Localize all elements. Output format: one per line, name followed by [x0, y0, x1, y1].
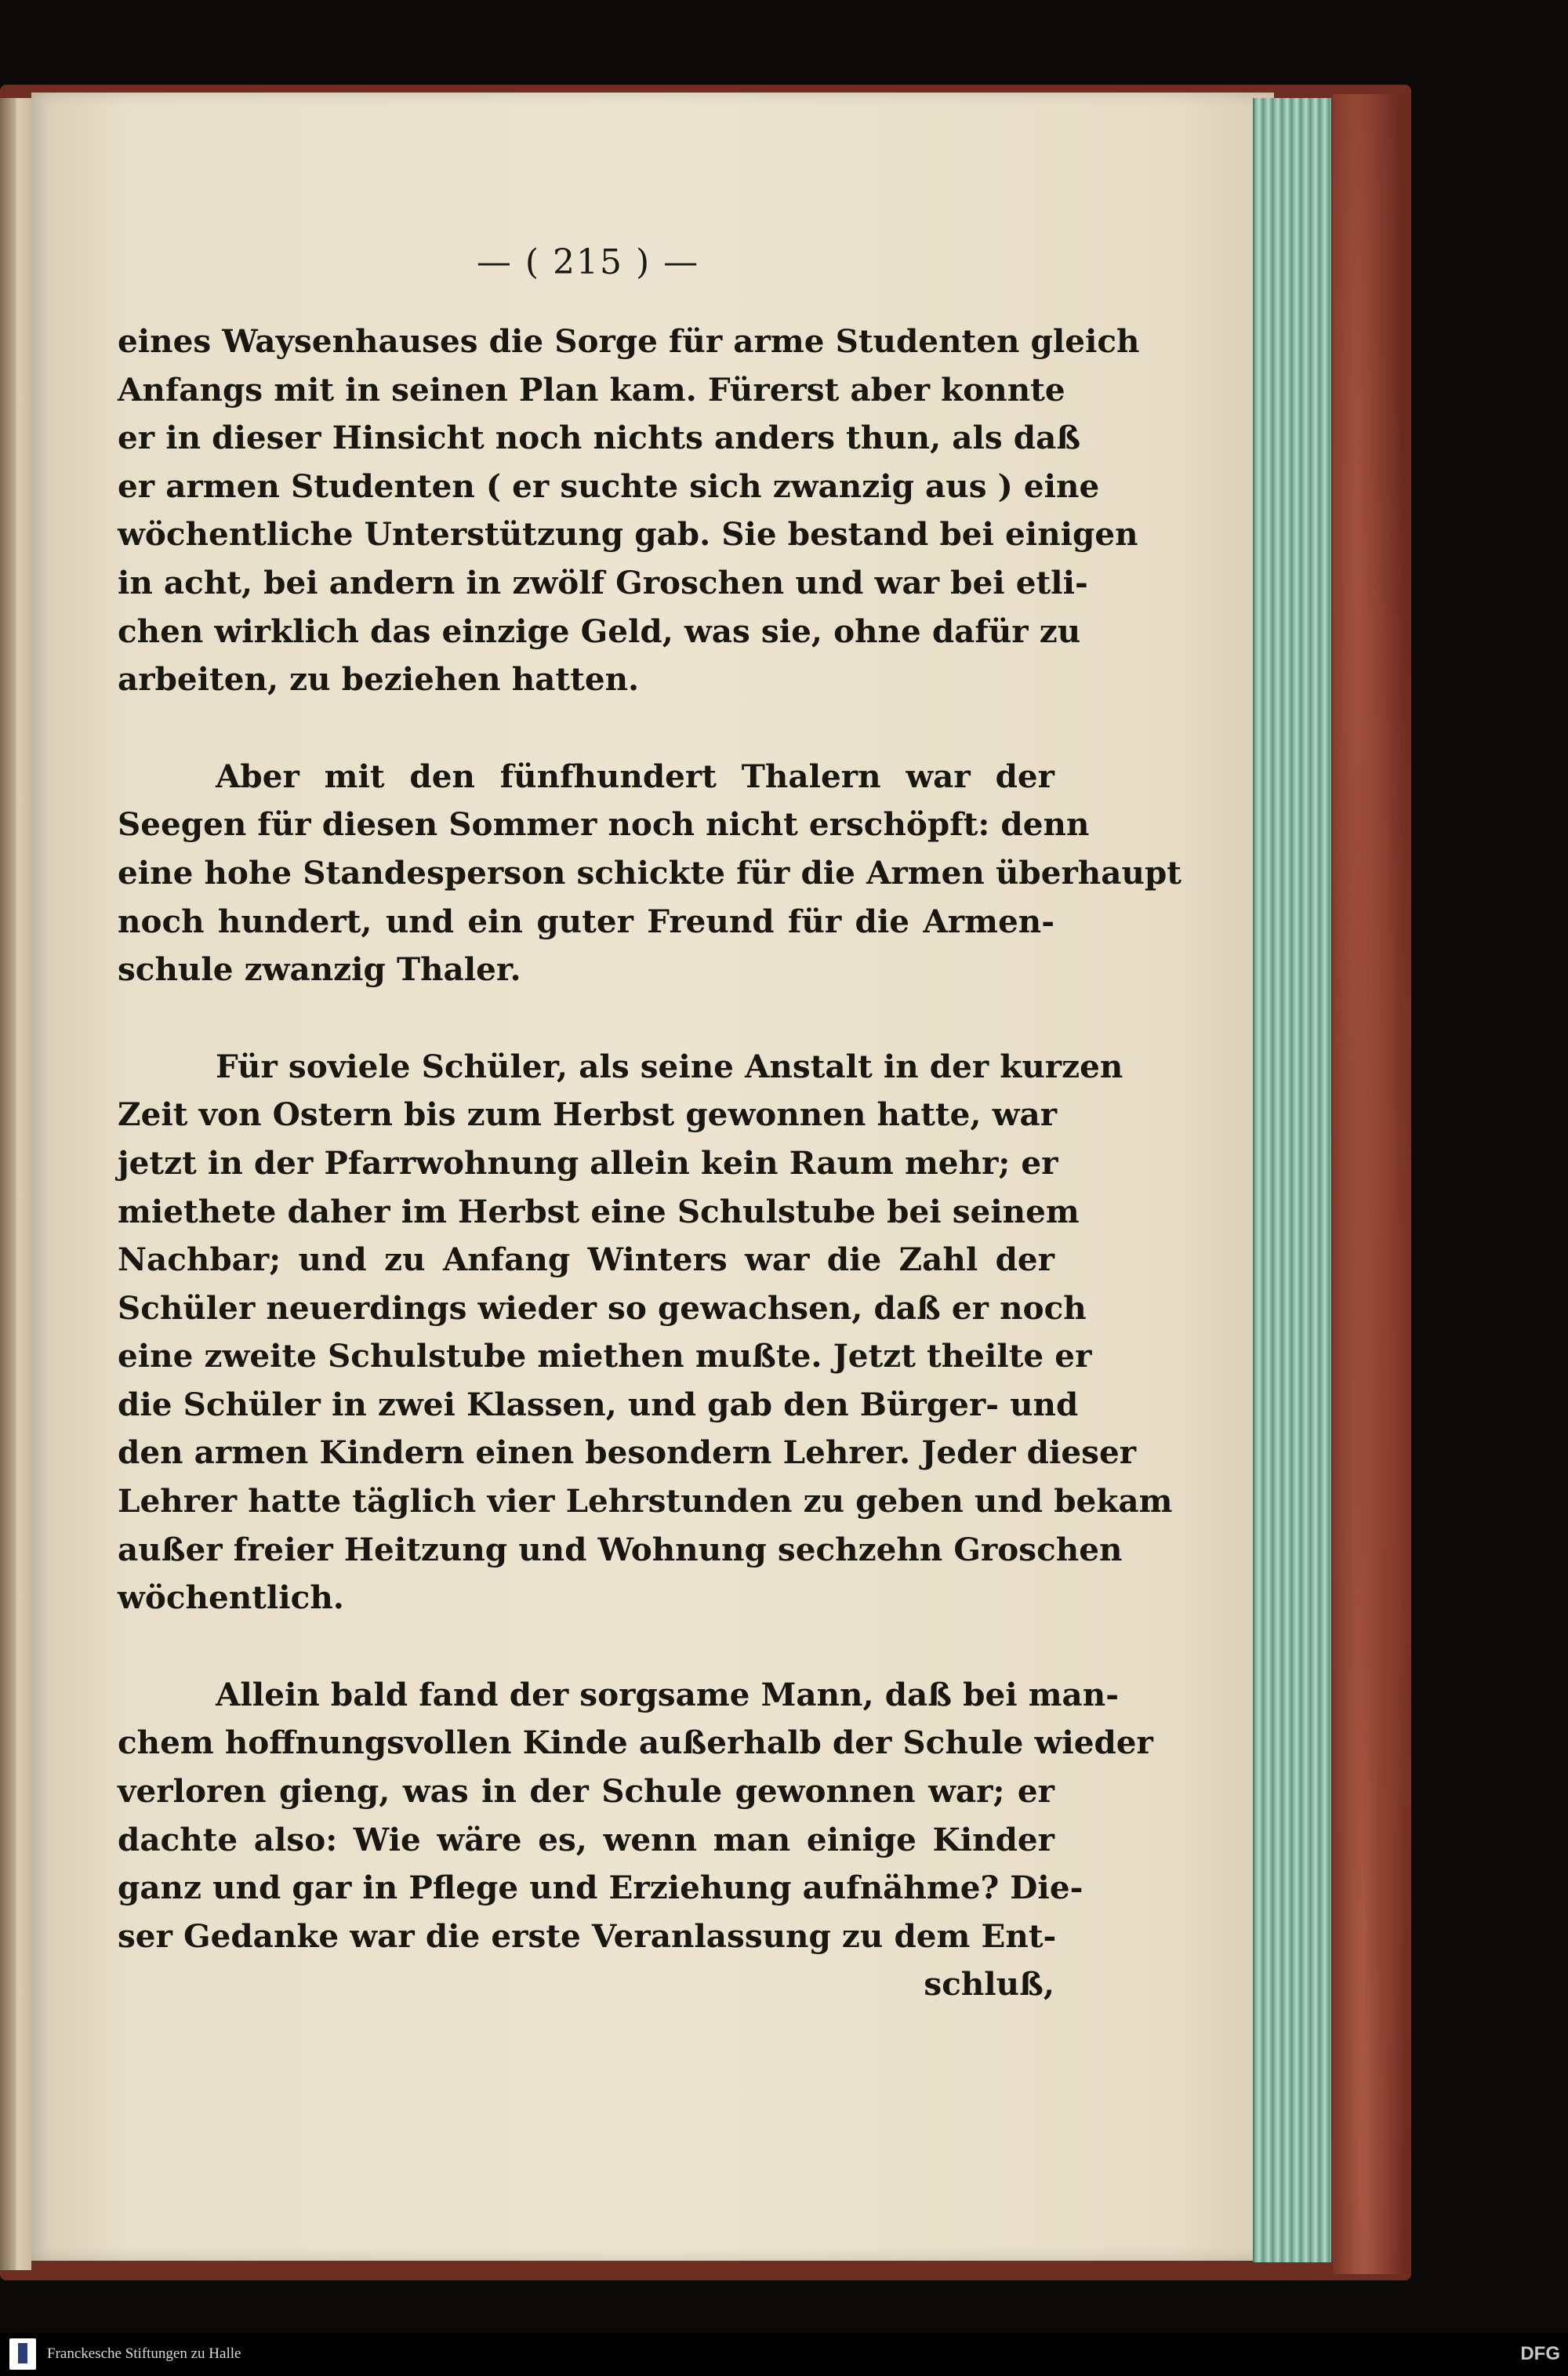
paragraph-gap [118, 994, 1054, 1043]
text-line: Seegen für diesen Sommer noch nicht erschöpft: denn [118, 805, 1090, 844]
text-line: wöchentlich. [118, 1579, 344, 1617]
text-line: chen wirklich das einzige Geld, was sie, ohne dafür zu [118, 612, 1081, 650]
text-line: ganz und gar in Pflege und Erziehung aufnähme? Die- [118, 1869, 1083, 1907]
text-line: verloren gieng, was in der Schule gewonnen war; er [118, 1772, 1054, 1811]
franckesche-stiftungen-logo-icon [9, 2338, 36, 2370]
paragraph-gap [118, 704, 1054, 753]
text-line: Zeit von Ostern bis zum Herbst gewonnen hatte, war [118, 1095, 1058, 1134]
text-line: noch hundert, und ein guter Freund für die Armen- [118, 902, 1054, 940]
text-line: Allein bald fand der sorgsame Mann, daß bei man- [216, 1675, 1120, 1713]
text-line: dachte also: Wie wäre es, wenn man einige Kinder [118, 1820, 1054, 1858]
text-line: eine hohe Standesperson schickte für die Armen überhaupt [118, 853, 1181, 892]
paragraph [118, 318, 1140, 704]
catchword: schluß, [924, 1965, 1054, 2004]
institution-credit: Franckesche Stiftungen zu Halle [47, 2345, 241, 2362]
text-line: eines Waysenhauses die Sorge für arme Studenten gleich [118, 322, 1140, 360]
marbled-cover-edge [1333, 94, 1411, 2274]
text-line: eine zweite Schulstube miethen mußte. Jetzt theilte er [118, 1337, 1092, 1375]
text-line: jetzt in der Pfarrwohnung allein kein Raum mehr; er [118, 1143, 1058, 1182]
text-line: in acht, bei andern in zwölf Groschen und war bei etli- [118, 563, 1088, 601]
text-line: Für soviele Schüler, als seine Anstalt in der kurzen [216, 1047, 1123, 1085]
dfg-logo: DFG [1520, 2343, 1560, 2364]
text-line: den armen Kindern einen besondern Lehrer. Jeder dieser [118, 1433, 1137, 1472]
page-body-text [118, 318, 1181, 2009]
text-line: Anfangs mit in seinen Plan kam. Fürerst aber konnte [118, 370, 1065, 409]
text-line: Nachbar; und zu Anfang Winters war die Zahl der [118, 1241, 1054, 1279]
text-line: er armen Studenten ( er suchte sich zwanzig aus ) eine [118, 467, 1100, 505]
book-gutter [0, 98, 16, 2270]
text-line: schule zwanzig Thaler. [118, 950, 521, 989]
text-line: ser Gedanke war die erste Veranlassung zu dem Ent- [118, 1916, 1057, 1955]
text-line: außer freier Heitzung und Wohnung sechzehn Groschen [118, 1530, 1123, 1568]
text-line: chem hoffnungsvollen Kinde außerhalb der Schule wieder [118, 1724, 1153, 1762]
paragraph-gap [118, 1622, 1054, 1671]
page-number: — ( 215 ) — [476, 242, 700, 282]
text-line: Lehrer hatte täglich vier Lehrstunden zu geben und bekam [118, 1482, 1173, 1520]
paragraph [118, 1671, 1153, 1961]
text-line: miethete daher im Herbst eine Schulstube bei seinem [118, 1192, 1080, 1230]
paragraph [118, 753, 1181, 994]
text-line: die Schüler in zwei Klassen, und gab den Bürger- und [118, 1385, 1079, 1423]
text-line: Schüler neuerdings wieder so gewachsen, daß er noch [118, 1288, 1087, 1327]
text-line: Aber mit den fünfhundert Thalern war der [216, 757, 1054, 795]
page-block-edges [1253, 98, 1331, 2262]
text-line: er in dieser Hinsicht noch nichts anders thun, als daß [118, 419, 1081, 457]
paragraph [118, 1043, 1173, 1622]
text-line: wöchentliche Unterstützung gab. Sie bestand bei einigen [118, 515, 1138, 554]
text-line: arbeiten, zu beziehen hatten. [118, 660, 640, 699]
